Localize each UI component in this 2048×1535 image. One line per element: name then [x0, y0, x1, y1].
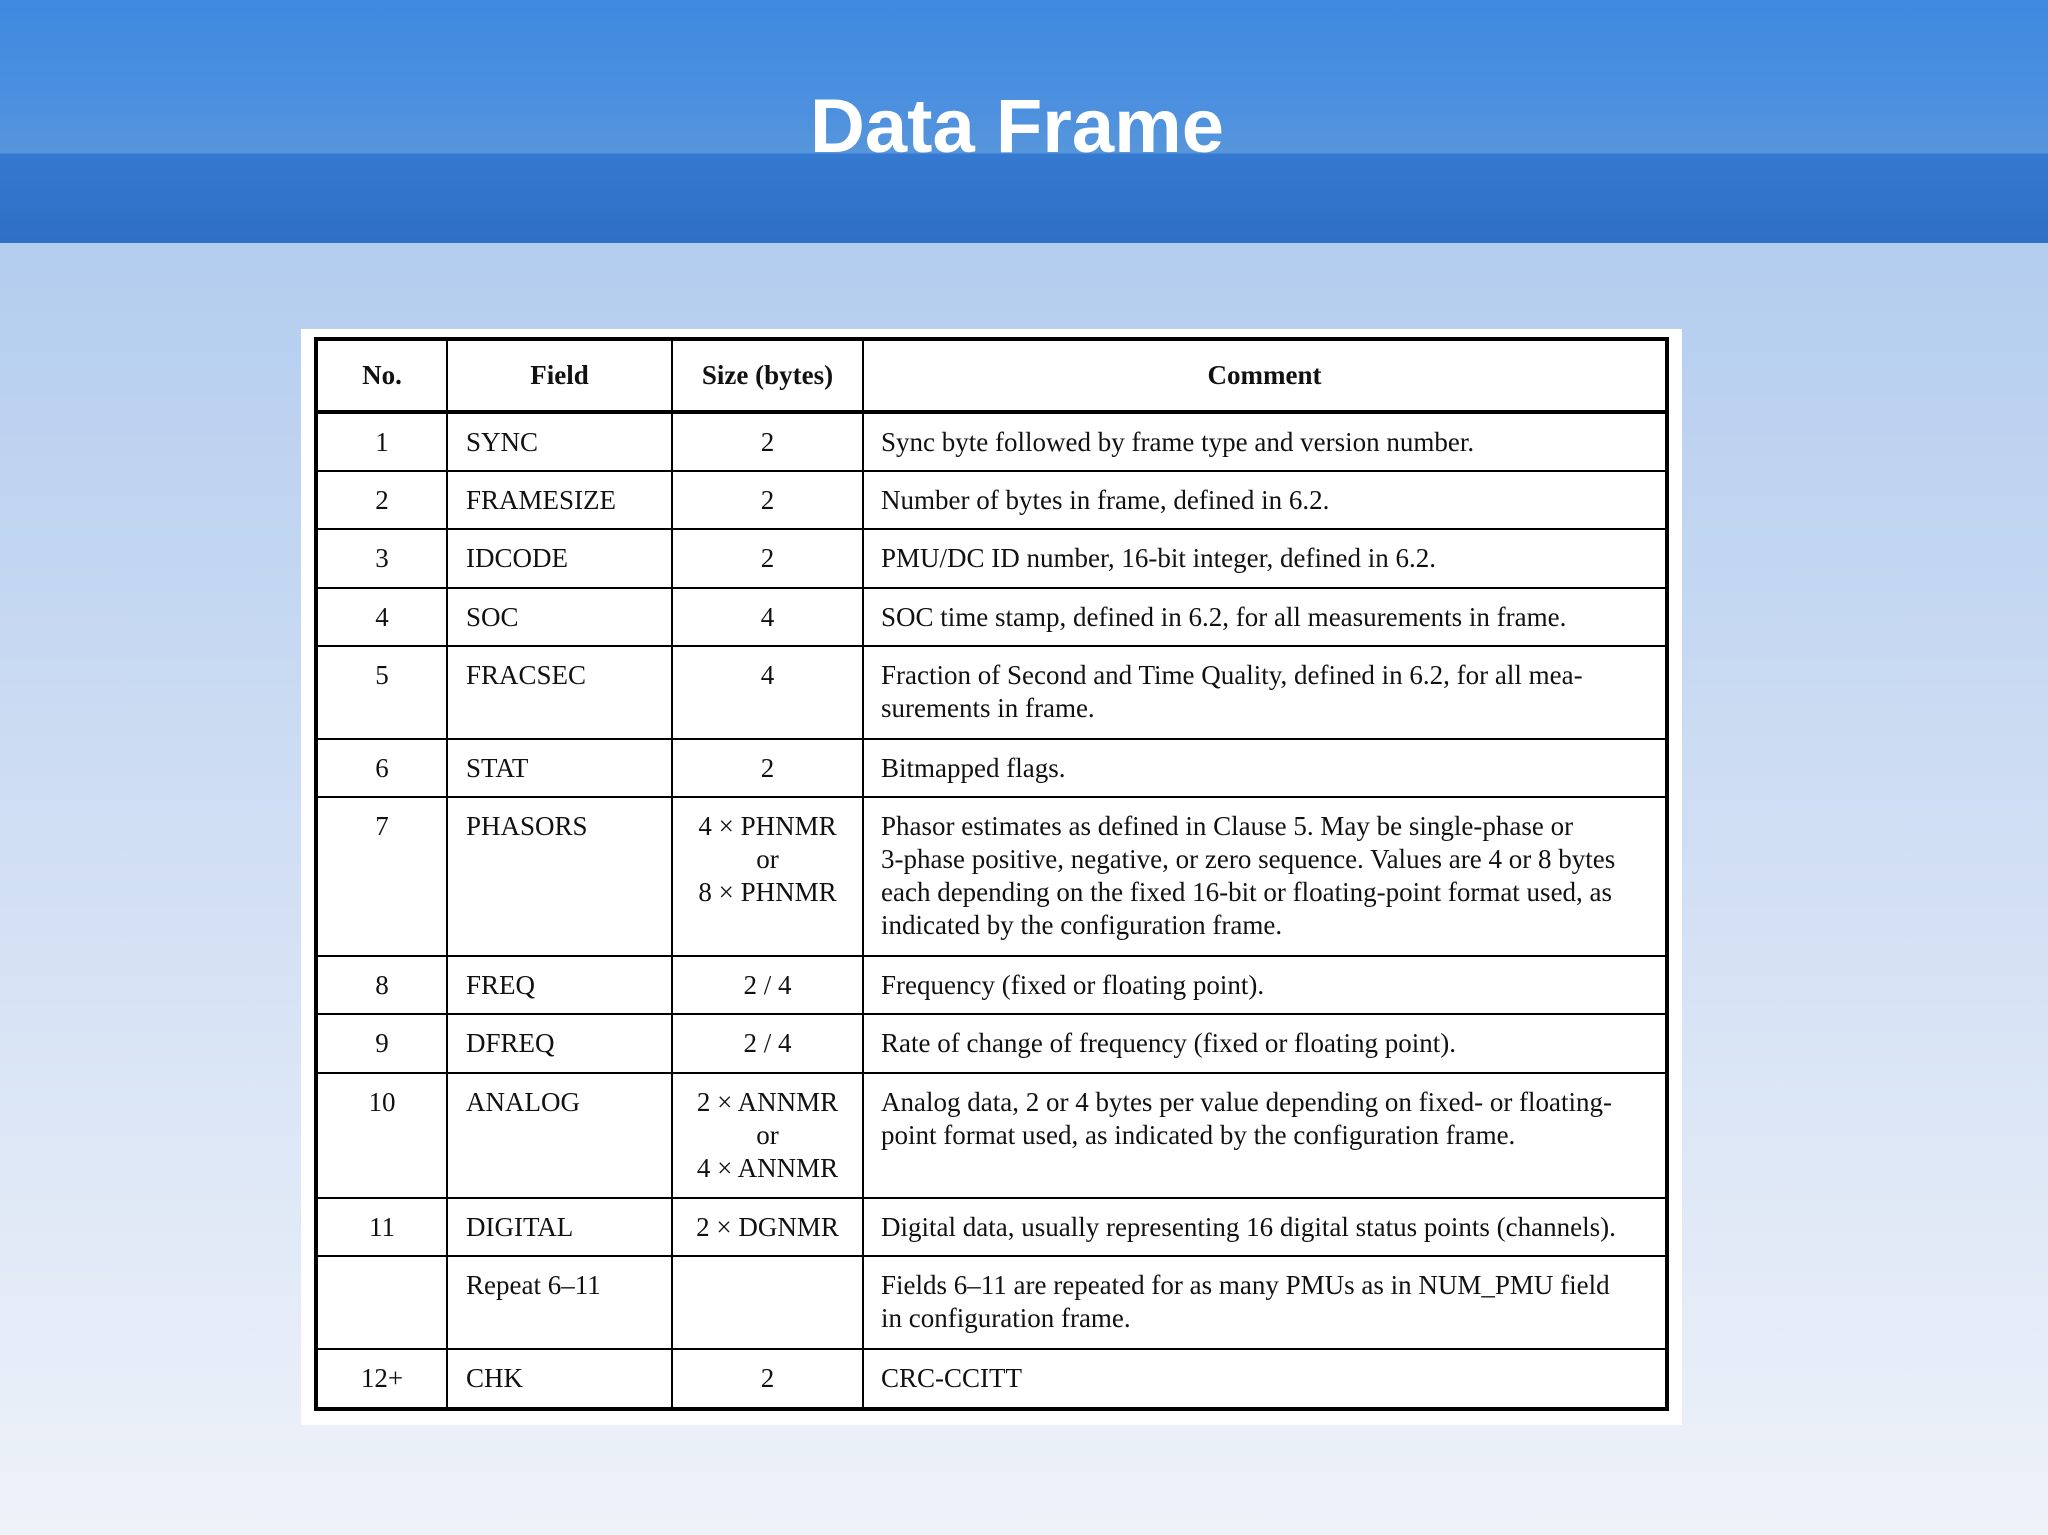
cell-field-text: FRACSEC — [466, 660, 587, 690]
cell-comment-text: SOC time stamp, defined in 6.2, for all measurements in frame. — [881, 602, 1567, 632]
cell-no-text: 8 — [375, 970, 389, 1000]
cell-comment-text: Analog data, 2 or 4 bytes per value depending on fixed- or floating- point format used, as indicated by the configuration frame. — [881, 1087, 1613, 1150]
cell-comment — [863, 797, 1667, 956]
cell-comment — [863, 471, 1667, 529]
cell-comment — [863, 588, 1667, 646]
cell-field — [447, 1256, 672, 1349]
cell-size — [672, 739, 863, 797]
cell-comment-text: Sync byte followed by frame type and version number. — [881, 427, 1475, 457]
table-body — [316, 412, 1667, 1409]
cell-size — [672, 1198, 863, 1256]
cell-comment-text: Number of bytes in frame, defined in 6.2. — [881, 485, 1330, 515]
cell-field-text: STAT — [466, 753, 529, 783]
table-row — [316, 412, 1667, 471]
cell-comment-text: Frequency (fixed or floating point). — [881, 970, 1265, 1000]
cell-field-text: PHASORS — [466, 811, 588, 841]
cell-comment — [863, 1256, 1667, 1349]
cell-no — [316, 529, 447, 588]
cell-no-text: 2 — [375, 485, 389, 515]
cell-comment-text: Fraction of Second and Time Quality, defined in 6.2, for all mea- surements in frame. — [881, 660, 1583, 723]
cell-comment-text: Phasor estimates as defined in Clause 5. May be single-phase or 3-phase positive, negative, or zero sequence. Values are 4 or 8 bytes each depending on the fixed 16-bit or floating-point format used, as indicated by the configuration frame. — [881, 811, 1616, 940]
header-comment: Comment — [863, 339, 1667, 412]
cell-field — [447, 739, 672, 797]
data-frame-table — [314, 337, 1669, 1411]
cell-size — [672, 529, 863, 588]
cell-comment-text: PMU/DC ID number, 16-bit integer, defined in 6.2. — [881, 543, 1437, 573]
cell-field-text: DIGITAL — [466, 1212, 574, 1242]
cell-comment — [863, 1198, 1667, 1256]
header-no: No. — [316, 339, 447, 412]
table-row — [316, 529, 1667, 588]
cell-no — [316, 471, 447, 529]
cell-no-text: 10 — [368, 1087, 396, 1117]
cell-no — [316, 797, 447, 956]
cell-no-text: 12+ — [360, 1363, 404, 1393]
table-row — [316, 588, 1667, 646]
cell-no — [316, 588, 447, 646]
cell-size-text: 2 — [760, 1363, 775, 1393]
cell-size-text: 4 — [760, 602, 775, 632]
cell-field-text: DFREQ — [466, 1028, 555, 1058]
cell-size-text: 2 — [760, 485, 775, 515]
cell-size — [672, 412, 863, 471]
cell-field — [447, 1014, 672, 1073]
cell-field — [447, 412, 672, 471]
cell-comment-text: CRC-CCITT — [881, 1363, 1023, 1393]
cell-no — [316, 739, 447, 797]
table-row — [316, 471, 1667, 529]
cell-size-text: 4 × PHNMR or 8 × PHNMR — [698, 811, 837, 907]
cell-no-text: 9 — [375, 1028, 389, 1058]
cell-no-text: 6 — [375, 753, 389, 783]
table-row — [316, 797, 1667, 956]
cell-size-text: 2 / 4 — [743, 1028, 792, 1058]
cell-size — [672, 797, 863, 956]
cell-no — [316, 956, 447, 1014]
header-field: Field — [447, 339, 672, 412]
cell-size — [672, 956, 863, 1014]
header-size: Size (bytes) — [672, 339, 863, 412]
cell-comment-text: Bitmapped flags. — [881, 753, 1066, 783]
cell-field-text: ANALOG — [466, 1087, 580, 1117]
cell-field-text: Repeat 6–11 — [466, 1270, 601, 1300]
cell-no-text: 4 — [375, 602, 389, 632]
cell-size — [672, 1073, 863, 1198]
cell-size — [672, 1014, 863, 1073]
cell-comment — [863, 739, 1667, 797]
cell-comment — [863, 646, 1667, 739]
cell-field-text: SYNC — [466, 427, 539, 457]
cell-no — [316, 1073, 447, 1198]
cell-size — [672, 1349, 863, 1409]
cell-size — [672, 588, 863, 646]
cell-no-text: 11 — [369, 1212, 395, 1242]
slide-title: Data Frame — [810, 84, 1224, 169]
cell-field — [447, 797, 672, 956]
table-row — [316, 1073, 1667, 1198]
cell-size-text: 2 × DGNMR — [696, 1212, 839, 1242]
table-row — [316, 1349, 1667, 1409]
table-row — [316, 956, 1667, 1014]
cell-no-text: 5 — [375, 660, 389, 690]
cell-comment — [863, 956, 1667, 1014]
cell-size-text: 2 × ANNMR or 4 × ANNMR — [696, 1087, 839, 1183]
cell-size — [672, 471, 863, 529]
cell-size — [672, 1256, 863, 1349]
cell-comment-text: Rate of change of frequency (fixed or floating point). — [881, 1028, 1457, 1058]
cell-field — [447, 1198, 672, 1256]
header-row — [316, 339, 1667, 412]
cell-no — [316, 1198, 447, 1256]
cell-field-text: FREQ — [466, 970, 536, 1000]
cell-field — [447, 588, 672, 646]
cell-size-text: 2 / 4 — [743, 970, 792, 1000]
table-row — [316, 1256, 1667, 1349]
cell-no-text: 1 — [375, 427, 389, 457]
cell-field-text: CHK — [466, 1363, 524, 1393]
cell-field-text: FRAMESIZE — [466, 485, 617, 515]
cell-field — [447, 956, 672, 1014]
cell-size — [672, 646, 863, 739]
cell-no — [316, 412, 447, 471]
cell-no — [316, 1349, 447, 1409]
cell-comment — [863, 1349, 1667, 1409]
cell-field-text: IDCODE — [466, 543, 568, 573]
cell-comment — [863, 412, 1667, 471]
cell-no — [316, 646, 447, 739]
cell-no-text: 3 — [375, 543, 389, 573]
cell-comment-text: Fields 6–11 are repeated for as many PMUs as in NUM_PMU field in configuration frame. — [881, 1270, 1610, 1333]
cell-field — [447, 646, 672, 739]
cell-size-text: 4 — [760, 660, 775, 690]
table-row — [316, 1198, 1667, 1256]
cell-comment — [863, 1014, 1667, 1073]
cell-size-text: 2 — [760, 543, 775, 573]
cell-field-text: SOC — [466, 602, 519, 632]
cell-comment — [863, 529, 1667, 588]
table-card — [301, 329, 1682, 1425]
table-row — [316, 739, 1667, 797]
cell-no — [316, 1256, 447, 1349]
table-row — [316, 1014, 1667, 1073]
cell-field — [447, 1349, 672, 1409]
table-row — [316, 646, 1667, 739]
cell-field — [447, 529, 672, 588]
cell-size-text: 2 — [760, 753, 775, 783]
cell-field — [447, 1073, 672, 1198]
cell-comment — [863, 1073, 1667, 1198]
cell-field — [447, 471, 672, 529]
cell-comment-text: Digital data, usually representing 16 digital status points (channels). — [881, 1212, 1616, 1242]
cell-no — [316, 1014, 447, 1073]
cell-size-text: 2 — [760, 427, 775, 457]
cell-no-text: 7 — [375, 811, 389, 841]
